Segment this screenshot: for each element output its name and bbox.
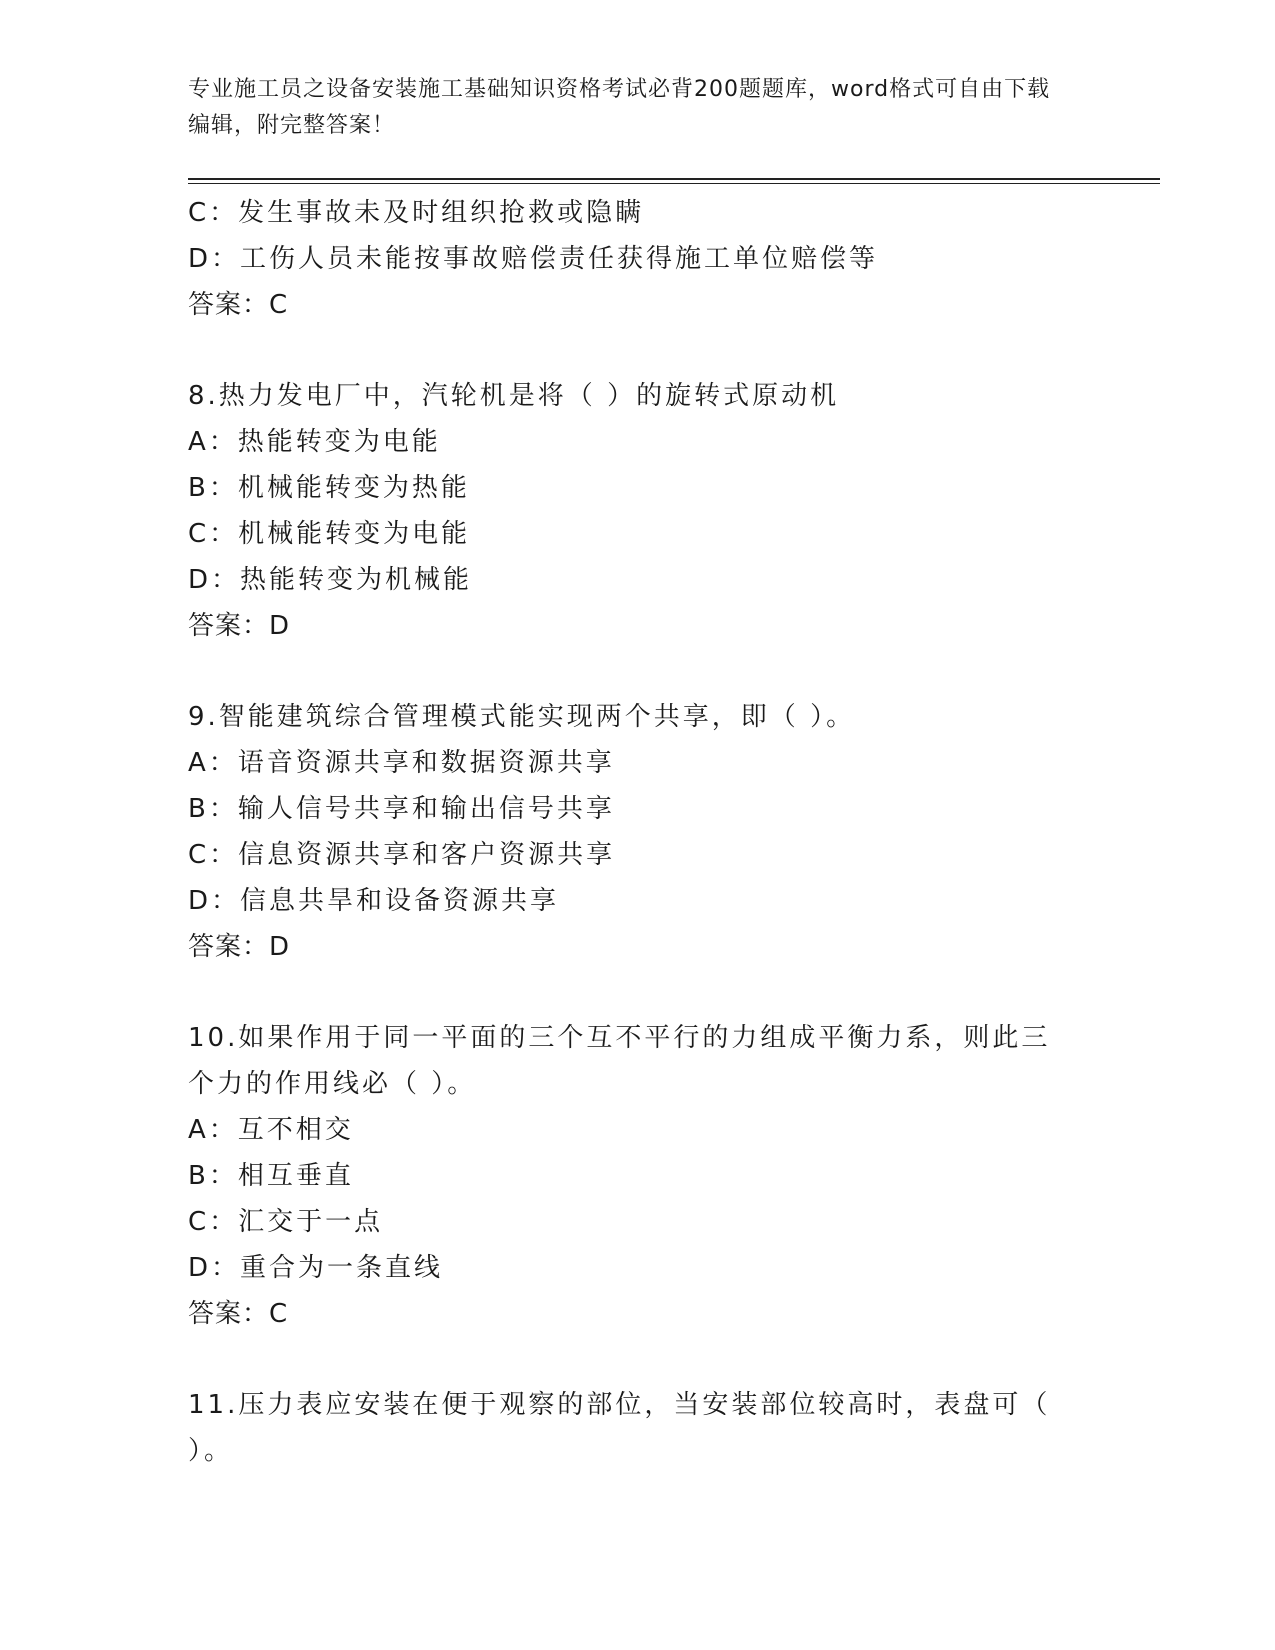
option-b: B：相互垂直 <box>188 1161 354 1191</box>
header-rule-thick <box>188 178 1160 180</box>
question-text: 9.智能建筑综合管理模式能实现两个共享，即（ ）。 <box>188 702 856 732</box>
answer-line: 答案：C <box>188 1299 289 1329</box>
question-block <box>188 373 1088 649</box>
question-text: 8.热力发电厂中，汽轮机是将（ ）的旋转式原动机 <box>188 381 840 411</box>
option-d: D：信息共旱和设备资源共享 <box>188 886 560 916</box>
option-d: D：重合为一条直线 <box>188 1253 444 1283</box>
question-block <box>188 1015 1088 1337</box>
question-text: 11.压力表应安装在便于观察的部位，当安装部位较高时，表盘可（ ）。 <box>188 1390 1051 1466</box>
carryover-block <box>188 190 1088 328</box>
option-b: B：输人信号共享和输出信号共享 <box>188 794 615 824</box>
question-block <box>188 694 1088 970</box>
header-rule-thin <box>188 183 1160 184</box>
option-a: A：语音资源共享和数据资源共享 <box>188 748 615 778</box>
option-a: A：互不相交 <box>188 1115 354 1145</box>
option-d: D：热能转变为机械能 <box>188 565 473 595</box>
answer-line: 答案：C <box>188 290 289 320</box>
option-c: C：汇交于一点 <box>188 1207 384 1237</box>
option-c: C：发生事故未及时组织抢救或隐瞒 <box>188 198 645 228</box>
question-block <box>188 1382 1088 1474</box>
option-d: D：工伤人员未能按事故赔偿责任获得施工单位赔偿等 <box>188 244 879 274</box>
option-c: C：机械能转变为电能 <box>188 519 471 549</box>
option-b: B：机械能转变为热能 <box>188 473 470 503</box>
question-text: 10.如果作用于同一平面的三个互不平行的力组成平衡力系，则此三个力的作用线必（ ）。 <box>188 1023 1051 1099</box>
option-c: C：信息资源共享和客户资源共享 <box>188 840 616 870</box>
option-a: A：热能转变为电能 <box>188 427 441 457</box>
answer-line: 答案：D <box>188 611 291 641</box>
document-header: 专业施工员之设备安装施工基础知识资格考试必背200题题库，word格式可自由下载编辑，附完整答案！ <box>188 77 1051 138</box>
answer-line: 答案：D <box>188 932 291 962</box>
question-list <box>188 190 1088 1474</box>
